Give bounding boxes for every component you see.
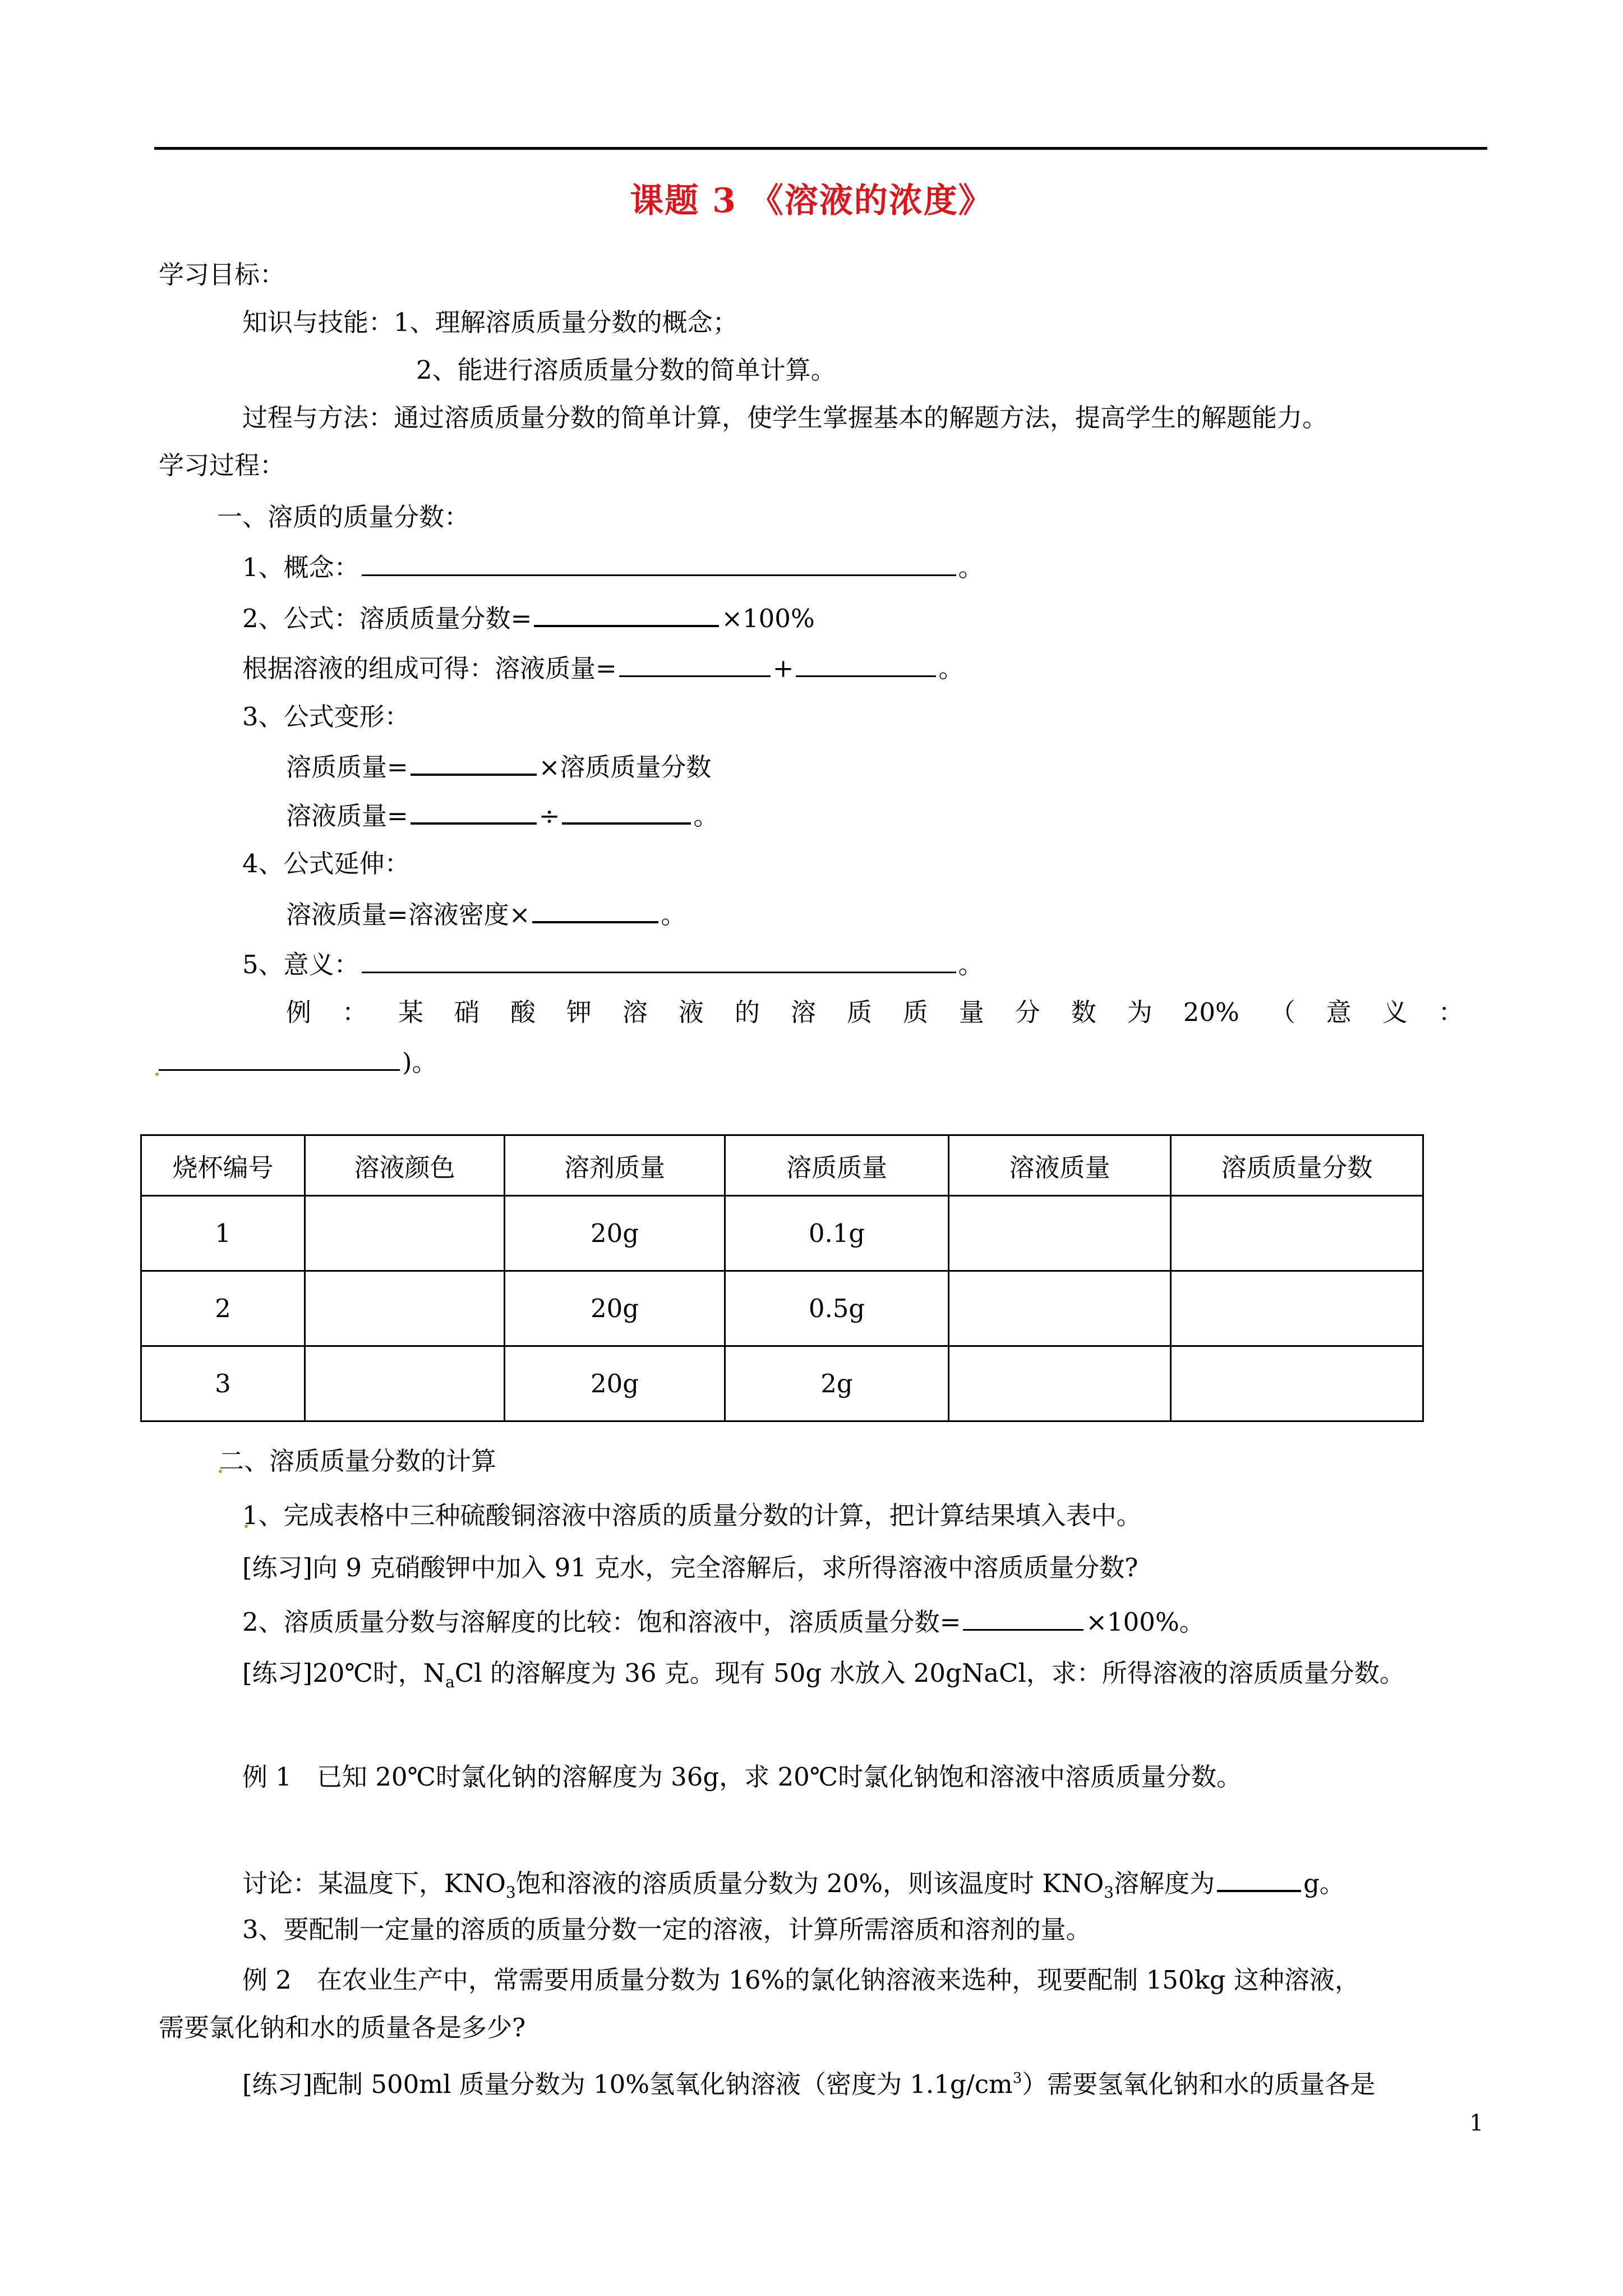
extend-label: 溶液质量=溶液密度× <box>286 900 531 930</box>
table-cell: 3 <box>141 1346 305 1421</box>
example-char: （ <box>1270 997 1295 1027</box>
example-2-line-2: 需要氯化钠和水的质量各是多少? <box>159 2013 526 2042</box>
example-1: 例 1 已知 20℃时氯化钠的溶解度为 36g，求 20℃时氯化钠饱和溶液中溶质质量分数。 <box>242 1762 1242 1792</box>
discuss-blank[interactable] <box>1217 1865 1301 1892</box>
compare-end: ×100%。 <box>1086 1607 1205 1637</box>
discuss-text: 饱和溶液的溶质质量分数为 20%，则该温度时 KNO <box>515 1869 1104 1898</box>
compare-blank[interactable] <box>963 1604 1083 1631</box>
table-header-row <box>141 1135 1423 1196</box>
discuss-subscript: 3 <box>1104 1883 1114 1902</box>
section-2-heading: 二、溶质质量分数的计算 <box>219 1446 497 1476</box>
composition-label: 根据溶液的组成可得：溶液质量= <box>242 654 617 683</box>
table-row <box>141 1196 1423 1271</box>
table-cell[interactable] <box>949 1196 1171 1271</box>
table-cell: 2 <box>141 1271 305 1346</box>
meaning-label: 5、意义： <box>242 950 359 979</box>
example-char: 溶 <box>622 997 648 1027</box>
table-header-cell: 溶剂质量 <box>505 1135 725 1196</box>
practice-3-superscript: 3 <box>1012 2070 1022 2087</box>
example-char: 的 <box>734 997 760 1027</box>
discuss-line <box>242 1865 1345 1910</box>
transform-2-label: 溶液质量= <box>286 801 408 831</box>
example-char: 量 <box>958 997 984 1027</box>
composition-plus: + <box>772 654 794 683</box>
table-cell: 1 <box>141 1196 305 1271</box>
concept-label: 1、概念： <box>242 553 359 582</box>
table-header-cell: 溶质质量 <box>725 1135 949 1196</box>
practice-3-text: [练习]配制 500ml 质量分数为 10%氢氧化钠溶液（密度为 1.1g/cm <box>242 2069 1013 2099</box>
process-heading: 学习过程： <box>159 450 285 480</box>
example-char: 某 <box>398 997 423 1027</box>
example-char: 意 <box>1326 997 1352 1027</box>
transform-1-blank[interactable] <box>411 749 537 776</box>
concept-blank[interactable] <box>362 550 956 576</box>
discuss-text: 讨论：某温度下，KNO <box>242 1869 506 1898</box>
formula-end: ×100% <box>721 604 815 633</box>
table-header-cell: 烧杯编号 <box>141 1135 305 1196</box>
header-rule <box>154 147 1487 150</box>
example-char: 钾 <box>566 997 592 1027</box>
page-number: 1 <box>1469 2110 1484 2136</box>
concept-line <box>242 550 984 585</box>
table-header-cell: 溶液质量 <box>949 1135 1171 1196</box>
meaning-line <box>242 947 984 982</box>
table-cell: 2g <box>725 1346 949 1421</box>
calc-1: 1、完成表格中三种硫酸铜溶液中溶质的质量分数的计算，把计算结果填入表中。 <box>242 1501 1142 1530</box>
example-2-line-1: 例 2 在农业生产中，常需要用质量分数为 16%的氯化钠溶液来选种，现要配制 150kg 这种溶液， <box>242 1965 1360 1995</box>
transform-1-line <box>286 749 711 784</box>
transform-2-line <box>286 798 718 833</box>
table-cell[interactable] <box>305 1346 505 1421</box>
goal-skill-1: 知识与技能：1、理解溶质质量分数的概念； <box>242 307 738 337</box>
table-cell[interactable] <box>1171 1196 1423 1271</box>
table-cell: 20g <box>505 1196 725 1271</box>
transform-heading: 3、公式变形： <box>242 702 410 731</box>
practice-2-text: Cl 的溶解度为 36 克。现有 50g 水放入 20gNaCl，求：所得溶液的溶质质量分数。 <box>454 1658 1405 1688</box>
example-char: 质 <box>902 997 928 1027</box>
compare-line <box>242 1604 1205 1639</box>
transform-2-blank-2[interactable] <box>562 798 691 825</box>
formula-blank[interactable] <box>534 600 719 627</box>
table-header-cell: 溶质质量分数 <box>1171 1135 1423 1196</box>
example-char: 例 <box>286 997 312 1027</box>
meaning-blank[interactable] <box>362 947 956 973</box>
table-cell: 0.1g <box>725 1196 949 1271</box>
example-meaning-blank[interactable] <box>159 1045 400 1071</box>
example-end: )。 <box>402 1047 437 1077</box>
page-title: 课题 3 《溶液的浓度》 <box>630 181 993 220</box>
table-cell: 0.5g <box>725 1271 949 1346</box>
goals-heading: 学习目标： <box>159 260 285 289</box>
compare-label: 2、溶质质量分数与溶解度的比较：饱和溶液中，溶质质量分数= <box>242 1607 961 1637</box>
example-char: 硝 <box>454 997 479 1027</box>
table-cell[interactable] <box>1171 1346 1423 1421</box>
example-spread-line <box>286 996 1464 1029</box>
table-cell[interactable] <box>305 1196 505 1271</box>
composition-line <box>242 651 963 685</box>
example-char: 分 <box>1015 997 1040 1027</box>
extend-line <box>286 896 686 932</box>
practice-2-subscript: a <box>445 1673 455 1691</box>
example-char: 质 <box>846 997 872 1027</box>
practice-1: [练习]向 9 克硝酸钾中加入 91 克水，完全溶解后，求所得溶液中溶质质量分数? <box>242 1553 1138 1582</box>
table-cell: 20g <box>505 1346 725 1421</box>
example-char: 溶 <box>790 997 816 1027</box>
composition-end: 。 <box>938 654 964 683</box>
practice-3 <box>242 2062 1375 2101</box>
table-cell: 20g <box>505 1271 725 1346</box>
example-char: 酸 <box>510 997 536 1027</box>
goal-skill-2: 2、能进行溶质质量分数的简单计算。 <box>416 355 836 385</box>
table-cell[interactable] <box>305 1271 505 1346</box>
extend-blank[interactable] <box>532 896 658 923</box>
example-char: ： <box>342 997 367 1027</box>
example-char: 20% <box>1183 997 1239 1027</box>
example-char: 为 <box>1127 997 1152 1027</box>
table-header-cell: 溶液颜色 <box>305 1135 505 1196</box>
discuss-end: g。 <box>1303 1869 1345 1898</box>
example-char: 数 <box>1071 997 1096 1027</box>
table-row <box>141 1346 1423 1421</box>
table-cell[interactable] <box>1171 1271 1423 1346</box>
practice-2 <box>242 1657 1405 1699</box>
data-table <box>140 1134 1424 1422</box>
discuss-subscript: 3 <box>505 1883 516 1902</box>
table-row <box>141 1271 1423 1346</box>
practice-3-text: ）需要氢氧化钠和水的质量各是 <box>1022 2069 1376 2099</box>
transform-2-blank-1[interactable] <box>411 798 537 825</box>
composition-blank-1[interactable] <box>619 651 771 677</box>
composition-blank-2[interactable] <box>796 651 936 677</box>
transform-2-div: ÷ <box>538 801 560 831</box>
concept-end: 。 <box>958 553 984 582</box>
extend-heading: 4、公式延伸： <box>242 849 410 878</box>
formula-line <box>242 600 815 636</box>
example-char: ： <box>1438 997 1464 1027</box>
section-1-heading: 一、溶质的质量分数： <box>217 502 470 532</box>
example-char: 义 <box>1382 997 1408 1027</box>
goal-method: 过程与方法：通过溶质质量分数的简单计算，使学生掌握基本的解题方法，提高学生的解题能力。 <box>242 403 1328 432</box>
formula-label: 2、公式：溶质质量分数= <box>242 604 532 633</box>
extend-end: 。 <box>661 900 686 930</box>
prepare: 3、要配制一定量的溶质的质量分数一定的溶液，计算所需溶质和溶剂的量。 <box>242 1915 1091 1944</box>
example-char: 液 <box>678 997 704 1027</box>
discuss-text: 溶解度为 <box>1114 1869 1215 1898</box>
transform-2-end: 。 <box>693 801 719 831</box>
meaning-end: 。 <box>958 950 984 979</box>
transform-1-end: ×溶质质量分数 <box>538 752 712 782</box>
practice-2-text: [练习]20℃时，N <box>242 1658 446 1688</box>
table-cell[interactable] <box>949 1346 1171 1421</box>
table-cell[interactable] <box>949 1271 1171 1346</box>
example-continuation-line <box>159 1045 437 1079</box>
transform-1-label: 溶质质量= <box>286 752 408 782</box>
